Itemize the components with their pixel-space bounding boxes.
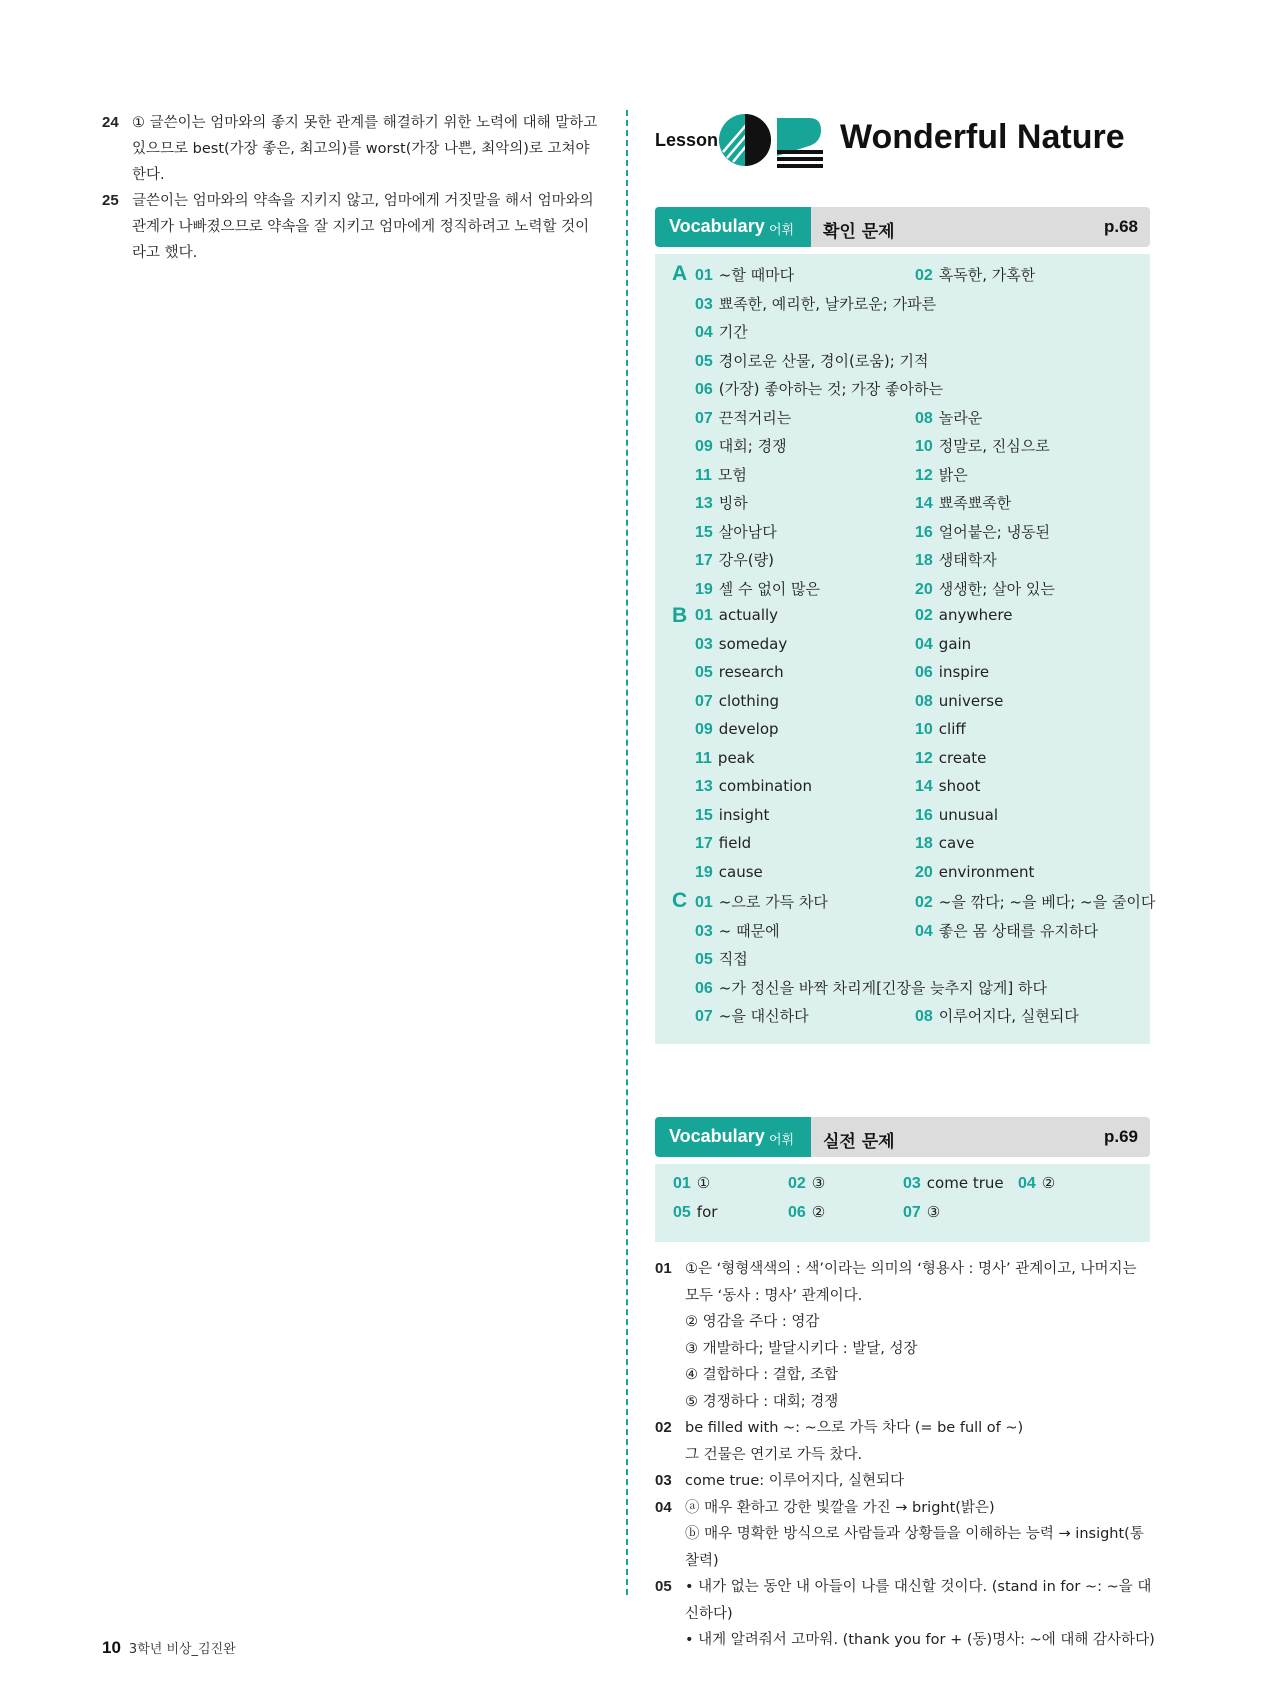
answer-text: research [718,663,784,681]
answer-number: 09 [695,438,713,455]
answer-number: 02 [915,894,933,911]
answer-number: 20 [915,863,933,881]
answer-text: actually [718,606,779,624]
answer-number: 01 [673,1175,691,1192]
section-letter: A [672,262,688,285]
answer-text: field [718,834,752,852]
answer-text: for [696,1202,718,1221]
practice-answer [673,1203,717,1231]
explanation-line: • 내가 없는 동안 내 아들이 나를 대신할 것이다. (stand in for ~: ~을 대신하다) [685,1579,1152,1622]
answer-text: ① [696,1174,711,1192]
vocab-answer-panel [655,254,1156,1044]
answer-number: 03 [695,922,713,940]
answer-number: 20 [915,580,933,598]
vocab-answer [695,692,779,720]
answer-number: 19 [695,863,713,881]
answer-text: 살아남다 [718,522,777,541]
lesson-label: Lesson [655,130,719,150]
answer-text: peak [717,748,755,767]
explanation-line: ⓑ 매우 명확한 방식으로 사람들과 상황들을 이해하는 능력 → insight(통찰력) [685,1526,1144,1569]
section-tag-korean: 어휘 [769,1133,795,1148]
answer-text: shoot [938,777,981,795]
vocab-answer [695,720,779,748]
vocab-answer [915,606,1012,634]
vocab-answer [695,635,787,663]
answer-text: 경이로운 산물, 경이(로움); 기적 [718,351,929,370]
answer-text: 모험 [717,465,747,484]
answer-number: 14 [915,495,933,512]
vocab-answer [915,264,1035,292]
answer-item [102,188,602,266]
answer-text: universe [938,691,1004,710]
explanations [655,1256,1155,1654]
answer-text: combination [718,777,812,795]
answer-number: 06 [788,1203,806,1221]
answer-number: 11 [695,466,712,484]
answer-number: 03 [695,295,713,313]
answer-text: 대회; 경쟁 [718,437,787,455]
vocab-answer [695,549,774,577]
explanation-line: 그 건물은 연기로 가득 찼다. [685,1446,863,1463]
answer-text: ~을 대신하다 [718,1007,809,1025]
answer-number: 09 [695,721,713,738]
vocab-answer [695,749,755,777]
practice-answer [788,1203,825,1231]
answer-number: 02 [788,1175,806,1192]
answer-text: ~ 때문에 [718,921,780,940]
answer-text: 혹독한, 가혹한 [938,266,1036,284]
answer-number: 05 [695,951,713,968]
answer-text: 이루어지다, 실현되다 [938,1007,1079,1025]
answer-text: inspire [938,663,990,681]
section-header-bar [655,207,1150,247]
answer-number: 05 [695,664,713,681]
explanation-number: 02 [655,1419,672,1436]
vocab-answer [915,863,1034,891]
vocab-answer [915,806,998,834]
vocab-answer [915,749,986,777]
answer-text: 밝은 [938,465,968,484]
explanation-line: come true: 이루어지다, 실현되다 [685,1473,905,1489]
vocab-answer [695,663,784,691]
section-tag [655,207,811,247]
answer-text: gain [938,634,972,653]
answer-number: 17 [695,835,713,852]
vocab-answer [695,293,936,321]
answer-text: 좋은 몸 상태를 유지하다 [938,921,1099,940]
answer-number: 18 [915,552,933,569]
answer-number: 18 [915,835,933,852]
answer-text: 글쓴이는 엄마와의 약속을 지키지 않고, 엄마에게 거짓말을 해서 엄마와의 관계가 나빠졌으므로 약속을 잘 지키고 엄마에게 정직하려고 노력할 것이라고 했다. [132,193,594,261]
answer-number: 01 [695,267,713,284]
answer-text: 생태학자 [938,551,997,569]
section-page-ref: p.68 [1103,217,1138,236]
answer-text: 직접 [718,950,748,968]
practice-answer [673,1174,710,1202]
vocab-answer [915,492,1011,520]
answer-text: 뾰족뾰족한 [938,494,1012,512]
explanation-item [655,1256,1155,1415]
answer-text: clothing [718,691,779,710]
vocab-answer [695,578,820,606]
explanation-line: ② 영감을 주다 : 영감 [685,1314,820,1330]
section-letter: C [672,889,688,912]
practice-answer [1018,1174,1055,1202]
explanation-line: ⓐ 매우 환하고 강한 빛깔을 가진 → bright(밝은) [685,1499,995,1516]
answer-text: ① 글쓴이는 엄마와의 좋지 못한 관계를 해결하기 위한 노력에 대해 말하고 있으므로 best(가장 좋은, 최고의)를 worst(가장 나쁜, 최악의)로 고쳐야 한다. [132,115,598,183]
answer-number: 02 [915,607,933,624]
explanation-line: ④ 결합하다 : 결합, 조합 [685,1367,838,1383]
answer-number: 17 [695,552,713,569]
answer-text: ③ [926,1202,941,1221]
answer-text: 셀 수 없이 많은 [718,579,821,598]
vocab-answer [695,806,769,834]
answer-text: environment [938,862,1035,881]
answer-text: create [938,748,987,767]
vocab-answer [915,435,1050,463]
answer-number: 03 [695,635,713,653]
answer-number: 02 [915,267,933,284]
explanation-line: be filled with ~: ~으로 가득 차다 (= be full of ~) [685,1420,1024,1436]
vocab-answer [915,578,1055,606]
vocab-answer [695,891,828,919]
answer-text: ② [1041,1174,1056,1192]
vocab-answer [695,777,812,805]
explanation-line: • 내게 알려줘서 고마워. (thank you for + (동)명사: ~에 대해 감사하다) [685,1632,1155,1648]
answer-text: anywhere [938,606,1013,624]
answer-text: insight [718,805,770,824]
vocab-answer [695,492,748,520]
answer-number: 16 [915,523,933,541]
vocab-answer [915,1005,1079,1033]
practice-answer [788,1174,825,1202]
answer-number: 10 [915,438,933,455]
section-tag-korean: 어휘 [769,223,795,238]
explanation-line: ①은 ‘형형색색의 : 색’이라는 의미의 ‘형용사 : 명사’ 관계이고, 나머지는 모두 ‘동사 : 명사’ 관계이다. [685,1261,1137,1304]
answer-item [102,110,602,188]
vocab-answer [915,720,966,748]
answer-number: 07 [695,1008,713,1025]
vocab-answer [695,350,929,378]
answer-number: 01 [695,894,713,911]
answer-text: ~할 때마다 [718,266,795,284]
explanation-number: 04 [655,1498,672,1516]
answer-number: 15 [695,806,713,824]
left-answer-column [102,110,602,266]
vocab-answer [915,777,980,805]
answer-number: 08 [915,1008,933,1025]
answer-number: 04 [1018,1175,1036,1192]
answer-number: 08 [915,692,933,710]
vocab-answer [915,635,971,663]
page-number: 10 [102,1638,121,1657]
answer-number: 12 [915,466,933,484]
answer-text: 기간 [718,323,748,341]
answer-number: 06 [695,979,713,997]
page-footer [102,1638,236,1658]
answer-number: 10 [915,721,933,738]
section-tag [655,1117,811,1157]
answer-number: 13 [695,778,713,795]
answer-text: 정말로, 진심으로 [938,437,1050,455]
vocab-answer [695,920,780,948]
answer-number: 06 [915,664,933,681]
section-title: 확인 문제 [823,222,895,242]
footer-text: 3학년 비상_김진완 [128,1642,236,1657]
answer-number: 01 [695,607,713,624]
answer-text: ③ [811,1174,826,1192]
vocab-answer [915,407,982,435]
answer-text: ~을 깎다; ~을 베다; ~을 줄이다 [938,893,1156,911]
vocab-answer [695,1005,809,1033]
answer-number: 07 [695,692,713,710]
vocab-answer [695,948,748,976]
answer-text: someday [718,634,788,653]
answer-text: 생생한; 살아 있는 [938,579,1055,598]
practice-answer [903,1203,940,1231]
answer-text: ② [811,1202,826,1221]
answer-number: 19 [695,580,713,598]
answer-text: 끈적거리는 [718,408,792,427]
vocab-answer [695,834,751,862]
answer-text: 놀라운 [938,408,983,427]
vocab-answer [915,521,1050,549]
explanation-item [655,1415,1155,1468]
answer-number: 05 [673,1203,691,1221]
answer-number: 24 [102,114,119,131]
answer-number: 14 [915,778,933,795]
answer-text: 얼어붙은; 냉동된 [938,522,1051,541]
answer-number: 07 [695,409,713,427]
lesson-header [655,112,1175,172]
vocab-answer [695,977,1047,1005]
vocab-answer [695,264,794,292]
vocab-answer [695,407,791,435]
lesson-number-badge-icon [717,112,825,168]
vocab-answer [915,464,968,492]
vocab-answer [695,521,777,549]
section-header-bar [655,1117,1150,1157]
lesson-title: Wonderful Nature [840,118,1125,156]
vocab-answer [695,606,778,634]
answer-text: cause [718,862,763,881]
answer-text: develop [718,720,779,738]
vocab-answer [695,321,748,349]
vocab-answer [915,834,974,862]
answer-text: ~가 정신을 바짝 차리게[긴장을 늦추지 않게] 하다 [718,978,1047,997]
answer-number: 06 [695,381,713,398]
explanation-item [655,1495,1155,1575]
answer-number: 13 [695,495,713,512]
column-divider [626,110,628,1595]
answer-number: 03 [903,1175,921,1192]
vocab-answer [695,464,747,492]
practice-answer-panel [655,1164,1150,1242]
answer-number: 25 [102,192,119,209]
answer-text: ~으로 가득 차다 [718,893,828,911]
explanation-line: ⑤ 경쟁하다 : 대회; 경쟁 [685,1393,839,1410]
explanation-number: 01 [655,1260,672,1277]
explanation-number: 03 [655,1472,672,1489]
answer-text: 뾰족한, 예리한, 날카로운; 가파른 [718,294,937,313]
vocab-answer [915,891,1155,919]
vocab-answer [915,920,1098,948]
vocab-answer [695,435,787,463]
answer-number: 12 [915,749,933,767]
vocab-answer [915,549,997,577]
vocab-answer [695,378,943,406]
answer-number: 04 [915,922,933,940]
answer-number: 04 [915,635,933,653]
section-page-ref: p.69 [1103,1127,1138,1146]
answer-text: come true [926,1174,1004,1192]
answer-text: 강우(량) [718,551,774,569]
answer-number: 16 [915,806,933,824]
explanation-item [655,1468,1155,1495]
section-letter: B [672,604,688,627]
explanation-number: 05 [655,1578,672,1595]
answer-text: (가장) 좋아하는 것; 가장 좋아하는 [718,380,943,398]
answer-number: 08 [915,409,933,427]
section-tag-label: Vocabulary [669,216,765,236]
answer-text: unusual [938,805,998,824]
answer-text: cave [938,834,975,852]
section-tag-label: Vocabulary [669,1126,765,1146]
answer-text: cliff [938,720,966,738]
vocab-answer [695,863,763,891]
answer-number: 15 [695,523,713,541]
vocab-answer [915,663,989,691]
practice-answer [903,1174,1004,1202]
explanation-line: ③ 개발하다; 발달시키다 : 발달, 성장 [685,1340,918,1357]
answer-number: 04 [695,324,713,341]
answer-number: 07 [903,1203,921,1221]
answer-number: 11 [695,749,712,767]
section-title: 실전 문제 [823,1132,895,1152]
explanation-item [655,1574,1155,1654]
answer-number: 05 [695,352,713,370]
vocab-answer [915,692,1003,720]
answer-text: 빙하 [718,494,748,512]
